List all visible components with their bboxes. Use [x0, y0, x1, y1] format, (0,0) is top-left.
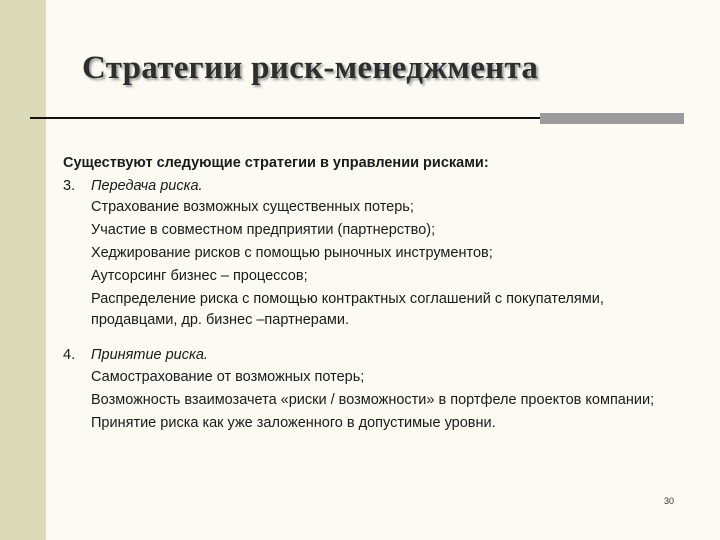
- list-item: Страхование возможных существенных потерь;: [91, 199, 414, 215]
- list-item: Принятие риска как уже заложенного в допустимые уровни.: [91, 414, 496, 431]
- section-number: 4.: [63, 347, 76, 363]
- list-item: Самострахование от возможных потерь;: [91, 368, 365, 385]
- list-item: Распределение риска с помощью контрактных соглашений с покупателями, продавцами, др. бизнес –партнерами.: [91, 291, 604, 328]
- section-risk-acceptance: [63, 344, 693, 434]
- title-underline: [30, 117, 540, 119]
- list-item: Аутсорсинг бизнес – процессов;: [91, 268, 308, 284]
- section-heading: [63, 344, 693, 367]
- title-accent-bar: [540, 113, 684, 124]
- list-item: Хеджирование рисков с помощью рыночных инструментов;: [91, 245, 493, 261]
- section-number: 3.: [63, 177, 76, 194]
- section-title: Передача риска.: [91, 177, 203, 194]
- left-decorative-band: [0, 0, 46, 540]
- section-items: [63, 197, 693, 331]
- intro-text: Существуют следующие стратегии в управлении рисками:: [63, 155, 489, 171]
- list-item: Возможность взаимозачета «риски / возможности» в портфеле проектов компании;: [91, 391, 655, 408]
- section-title: Принятие риска.: [91, 347, 208, 363]
- section-risk-transfer: [63, 175, 693, 332]
- section-items: [63, 367, 693, 434]
- page-number: 30: [664, 496, 675, 506]
- slide-title: Стратегии риск-менеджмента: [82, 50, 539, 86]
- section-heading: [63, 175, 693, 198]
- slide-body: [63, 152, 693, 436]
- list-item: Участие в совместном предприятии (партнерство);: [91, 222, 436, 238]
